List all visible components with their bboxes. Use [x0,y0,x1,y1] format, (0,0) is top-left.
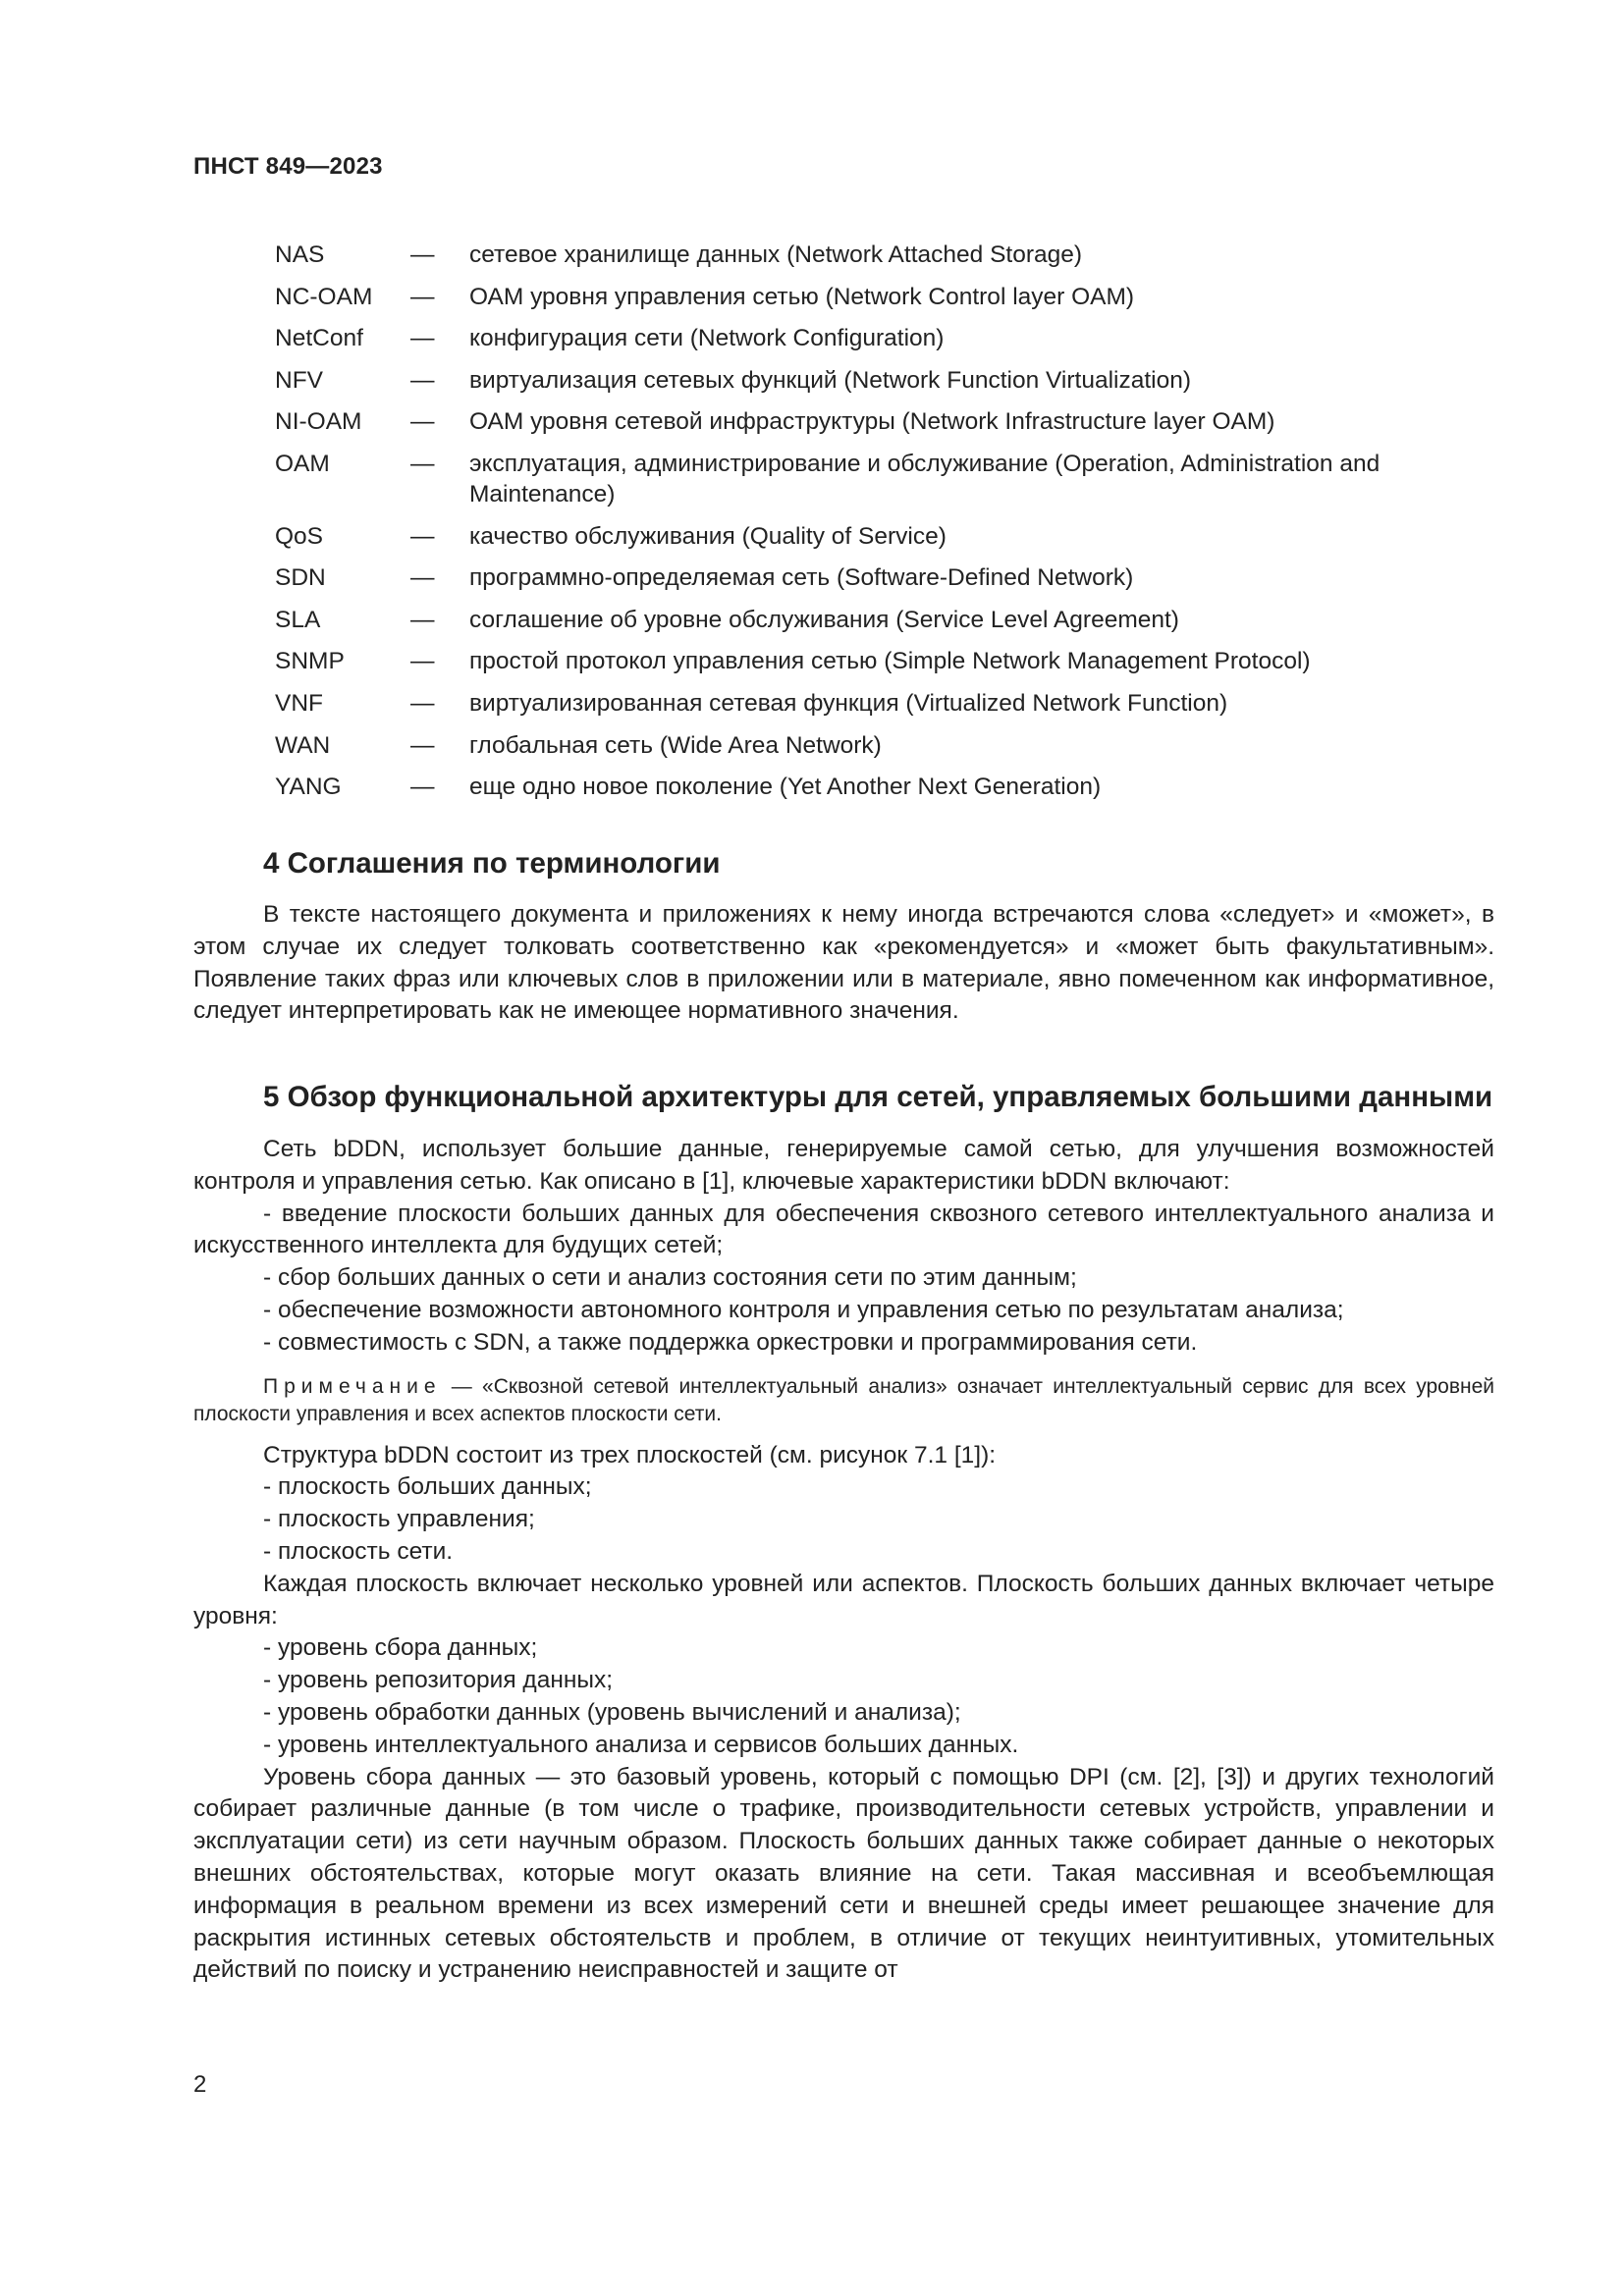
abbreviation-row [275,605,1502,635]
abbreviation-row [275,772,1502,802]
abbreviation-row [275,521,1502,552]
section-4-title: 4 Соглашения по терминологии [263,847,721,880]
characteristic-item: - введение плоскости больших данных для обеспечения сквозного сетевого интеллектуального анализа и искусственного интеллекта для будущих сетей; [193,1200,1494,1259]
structure-intro: Структура bDDN состоит из трех плоскостей (см. рисунок 7.1 [1]): [263,1441,997,1468]
abbreviation-definition: качество обслуживания (Quality of Service) [469,522,947,550]
abbreviation-dash: — [410,606,435,633]
level-item: - уровень обработки данных (уровень вычислений и анализа); [263,1698,961,1726]
note-text: — «Сквозной сетевой интеллектуальный анализ» означает интеллектуальный сервис для всех уровней плоскости управления и всех аспектов плоскости сети. [193,1374,1494,1425]
level-item: - уровень сбора данных; [263,1634,538,1662]
characteristic-item: - совместимость с SDN, а также поддержка оркестровки и программирования сети. [263,1328,1198,1356]
section-5-title: 5 Обзор функциональной архитектуры для сетей, управляемых большими данными [263,1081,1493,1113]
section-5 [193,1080,1494,1987]
abbreviation-term: SLA [275,606,321,633]
abbreviation-term: VNF [275,689,323,717]
abbreviation-row [275,449,1502,509]
characteristic-item: - обеспечение возможности автономного контроля и управления сетью по результатам анализа; [263,1296,1344,1323]
abbreviation-term: SNMP [275,648,345,675]
abbreviation-row [275,365,1502,396]
plane-item: - плоскость больших данных; [263,1473,592,1501]
abbreviation-definition: простой протокол управления сетью (Simple Network Management Protocol) [469,648,1311,675]
section-4-paragraph: В тексте настоящего документа и приложениях к нему иногда встречаются слова «следует» и «может», в этом случае их следует толковать соответственно как «рекомендуется» и «может быть факультативным». Появление таких фраз или ключевых слов в приложении или в материале, явно помеченном как информативное, следует интерпретировать как не имеющее нормативного значения. [193,901,1494,1025]
abbreviation-dash: — [410,241,435,268]
abbreviation-term: OAM [275,450,330,477]
note-label: Примечание [263,1374,442,1398]
page-number: 2 [193,2071,207,2098]
abbreviation-dash: — [410,731,435,759]
abbreviation-row [275,240,1502,270]
abbreviation-term: QoS [275,522,324,550]
abbreviation-dash: — [410,450,435,477]
section-5-intro: Сеть bDDN, использует большие данные, генерируемые самой сетью, для улучшения возможностей контроля и управления сетью. Как описано в [1], ключевые характеристики bDDN включают: [193,1136,1494,1195]
section-4 [193,846,1494,1028]
abbreviation-definition: ОАМ уровня управления сетью (Network Control layer OAM) [469,283,1135,310]
abbreviation-definition: соглашение об уровне обслуживания (Service Level Agreement) [469,606,1179,633]
abbreviation-definition: виртуализированная сетевая функция (Virtualized Network Function) [469,689,1228,717]
abbreviation-definition: эксплуатация, администрирование и обслуживание (Operation, Administration and Maintenance) [469,450,1380,507]
abbreviation-term: NAS [275,241,325,268]
abbreviation-row [275,323,1502,353]
plane-item: - плоскость сети. [263,1537,454,1565]
abbreviation-dash: — [410,283,435,310]
abbreviation-row [275,688,1502,719]
abbreviation-dash: — [410,366,435,394]
abbreviation-definition: конфигурация сети (Network Configuration) [469,325,945,352]
abbreviation-term: NI-OAM [275,408,362,436]
abbreviation-dash: — [410,564,435,592]
characteristic-item: - сбор больших данных о сети и анализ состояния сети по этим данным; [263,1264,1077,1292]
abbreviation-row [275,730,1502,761]
abbreviations-list [275,240,1502,814]
level-item: - уровень репозитория данных; [263,1667,614,1694]
note [193,1373,1494,1428]
abbreviation-definition: виртуализация сетевых функций (Network Function Virtualization) [469,366,1191,394]
abbreviation-definition: программно-определяемая сеть (Software-Defined Network) [469,564,1134,592]
abbreviation-row [275,646,1502,676]
abbreviation-term: WAN [275,731,331,759]
abbreviation-dash: — [410,774,435,801]
abbreviation-dash: — [410,648,435,675]
abbreviation-row [275,282,1502,312]
abbreviation-term: NetConf [275,325,363,352]
abbreviation-row [275,562,1502,593]
abbreviation-definition: ОАМ уровня сетевой инфраструктуры (Network Infrastructure layer OAM) [469,408,1275,436]
abbreviation-definition: глобальная сеть (Wide Area Network) [469,731,882,759]
collection-paragraph: Уровень сбора данных — это базовый уровень, который с помощью DPI (см. [2], [3]) и других технологий собирает различные данные (в том числе о трафике, производительности сетевых устройств, управлении и эксплуатации сети) из сети научным образом. Плоскость больших данных также собирает данные о некоторых внешних обстоятельствах, которые могут оказать влияние на сети. Такая массивная и всеобъемлющая информация в реальном времени из всех измерений сети и внешней среды имеет решающее значение для раскрытия истинных сетевых обстоятельств и проблем, в отличие от текущих неинтуитивных, утомительных действий по поиску и устранению неисправностей и защите от [193,1763,1494,1984]
abbreviation-term: NFV [275,366,323,394]
abbreviation-definition: сетевое хранилище данных (Network Attached Storage) [469,241,1083,268]
abbreviation-dash: — [410,689,435,717]
abbreviation-dash: — [410,325,435,352]
level-item: - уровень интеллектуального анализа и сервисов больших данных. [263,1731,1019,1758]
abbreviation-term: YANG [275,774,342,801]
abbreviation-dash: — [410,522,435,550]
abbreviation-definition: еще одно новое поколение (Yet Another Next Generation) [469,774,1102,801]
abbreviation-term: NC-OAM [275,283,373,310]
abbreviation-row [275,406,1502,437]
levels-intro: Каждая плоскость включает несколько уровней или аспектов. Плоскость больших данных включает четыре уровня: [193,1570,1494,1629]
abbreviation-term: SDN [275,564,326,592]
plane-item: - плоскость управления; [263,1506,535,1533]
abbreviation-dash: — [410,408,435,436]
document-header: ПНСТ 849—2023 [193,153,383,180]
